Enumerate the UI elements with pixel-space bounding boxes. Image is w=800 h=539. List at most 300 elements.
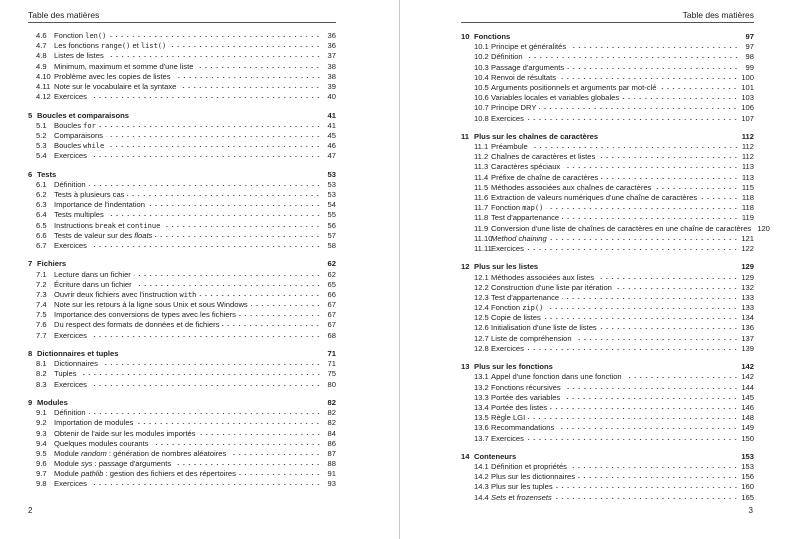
chapter-title: Plus sur les listes	[474, 262, 539, 272]
section-entry[interactable]	[461, 142, 754, 152]
dot-leader	[563, 394, 738, 400]
section-entry[interactable]	[461, 114, 754, 124]
section-title	[491, 244, 524, 254]
section-title	[54, 231, 152, 241]
section-entry[interactable]	[28, 418, 336, 428]
section-title	[491, 273, 594, 283]
section-entry[interactable]	[461, 73, 754, 83]
text: Test d'appartenance	[491, 213, 560, 223]
text: Variables locales et variables globales	[491, 93, 620, 103]
section-entry[interactable]	[28, 331, 336, 341]
section-number: 10.2	[474, 52, 489, 62]
chapter-number: 6	[28, 169, 33, 179]
section-page: 156	[741, 472, 754, 482]
section-entry[interactable]	[461, 423, 754, 433]
section-title	[54, 469, 236, 479]
section-title	[491, 462, 567, 472]
toc-list	[461, 32, 770, 503]
section-page: 139	[741, 343, 754, 353]
section-page: 46	[327, 141, 336, 151]
section-number: 6.1	[36, 179, 47, 189]
text: Méthodes associées aux listes	[491, 272, 594, 282]
dot-leader	[527, 115, 738, 121]
text: Les fonctions	[54, 41, 101, 51]
text: Exercices	[54, 379, 87, 389]
section-page: 84	[327, 428, 336, 438]
section-page: 107	[741, 113, 754, 123]
text: Note sur les retours à la ligne sous Unix et sous Windows	[54, 300, 248, 310]
text: Fonction	[491, 203, 523, 213]
chapter-number: 8	[28, 349, 33, 358]
toc-chapter	[28, 170, 336, 252]
section-entry[interactable]	[28, 300, 336, 310]
section-title	[54, 439, 149, 449]
dot-leader	[222, 321, 321, 327]
section-entry[interactable]	[28, 31, 336, 41]
section-entry[interactable]	[461, 344, 754, 354]
section-entry[interactable]	[461, 413, 754, 423]
section-number: 10.7	[474, 103, 489, 113]
section-title	[54, 290, 196, 300]
section-title	[54, 51, 104, 61]
text: Définition	[54, 408, 86, 418]
section-number: 13.1	[474, 372, 489, 382]
text: Tests à plusieurs cas	[54, 190, 125, 199]
section-title	[54, 241, 87, 251]
chapter-entry[interactable]	[28, 111, 336, 121]
section-page: 65	[327, 279, 336, 289]
section-entry[interactable]	[28, 131, 336, 141]
chapter-entry[interactable]	[28, 398, 336, 408]
section-entry[interactable]	[28, 41, 336, 51]
dot-leader	[90, 152, 321, 158]
section-page: 38	[327, 61, 336, 71]
text: et	[130, 41, 141, 51]
section-entry[interactable]	[461, 334, 754, 344]
chapter-number: 11	[461, 131, 470, 141]
section-number: 6.4	[36, 210, 47, 220]
section-title	[491, 293, 559, 303]
section-entry[interactable]	[461, 293, 754, 303]
section-page: 121	[741, 233, 754, 243]
text: Exercices	[54, 479, 87, 489]
dot-leader	[135, 281, 321, 287]
section-title	[491, 283, 612, 293]
section-entry[interactable]	[28, 359, 336, 369]
section-number: 4.9	[36, 61, 47, 71]
dot-leader	[196, 63, 321, 69]
section-title	[491, 383, 561, 393]
section-page: 160	[741, 482, 754, 492]
section-entry[interactable]	[28, 380, 336, 390]
section-entry[interactable]	[461, 372, 754, 382]
text: Portée des listes	[491, 402, 548, 412]
section-title	[491, 162, 560, 172]
dot-leader	[562, 294, 738, 300]
text: Exercices	[54, 240, 87, 250]
text: Dictionnaires	[54, 359, 98, 369]
section-page: 67	[327, 300, 336, 310]
chapter-entry[interactable]	[28, 259, 336, 269]
section-page: 87	[327, 448, 336, 458]
chapter-entry[interactable]	[28, 349, 336, 359]
section-entry[interactable]	[28, 51, 336, 61]
section-page: 53	[327, 190, 336, 199]
dot-leader	[251, 301, 321, 307]
section-entry[interactable]	[28, 151, 336, 161]
section-page: 41	[327, 120, 336, 130]
code-text: zip()	[522, 304, 544, 313]
text: Exercices	[491, 113, 524, 123]
spacer	[132, 112, 321, 118]
section-entry[interactable]	[28, 320, 336, 330]
text: Méthodes associées aux chaînes de caractères	[491, 182, 652, 192]
section-title	[54, 200, 145, 210]
section-number: 12.2	[474, 282, 489, 292]
section-entry[interactable]	[461, 383, 754, 393]
section-entry[interactable]	[461, 234, 754, 244]
section-title	[491, 434, 524, 444]
section-entry[interactable]	[461, 42, 754, 52]
dot-leader	[546, 204, 739, 210]
section-number: 8.1	[36, 359, 47, 369]
section-page: 100	[741, 72, 754, 82]
section-entry[interactable]	[461, 63, 754, 73]
toc-list	[28, 31, 336, 490]
dot-leader	[89, 409, 321, 415]
section-entry[interactable]	[28, 210, 336, 220]
section-entry[interactable]	[461, 83, 754, 93]
section-page: 91	[327, 469, 336, 479]
section-title	[491, 114, 524, 124]
text: Importation de modules	[54, 418, 134, 428]
section-title	[491, 234, 547, 244]
section-entry[interactable]	[461, 313, 754, 323]
dot-leader	[564, 384, 739, 390]
section-entry[interactable]	[28, 190, 336, 200]
chapter-page: 71	[327, 349, 336, 358]
dot-leader	[546, 304, 738, 310]
section-entry[interactable]	[461, 193, 754, 203]
section-title	[491, 493, 552, 503]
section-entry[interactable]	[28, 180, 336, 190]
section-title	[54, 359, 98, 369]
spacer	[541, 263, 738, 269]
section-number: 6.3	[36, 200, 47, 210]
toc-chapter	[461, 452, 754, 503]
section-entry[interactable]	[461, 493, 754, 503]
section-title	[54, 131, 103, 141]
right-page	[400, 0, 800, 539]
chapter-entry[interactable]	[461, 32, 754, 42]
section-page: 38	[327, 71, 336, 81]
text: Fonction	[54, 31, 86, 40]
section-entry[interactable]	[461, 472, 754, 482]
section-page: 150	[741, 433, 754, 443]
section-title	[54, 310, 236, 320]
section-page: 112	[741, 142, 754, 152]
dot-leader	[597, 274, 738, 280]
toc-chapter	[28, 349, 336, 390]
text: Comparaisons	[54, 130, 103, 140]
section-page: 36	[327, 31, 336, 40]
section-entry[interactable]	[461, 103, 754, 113]
section-entry[interactable]	[28, 221, 336, 231]
section-entry[interactable]	[461, 482, 754, 492]
section-page: 67	[327, 310, 336, 320]
chapter-title: Fichiers	[37, 259, 67, 269]
section-entry[interactable]	[461, 223, 770, 234]
section-title	[491, 63, 564, 73]
section-entry[interactable]	[28, 479, 336, 489]
section-page: 137	[741, 333, 754, 343]
section-entry[interactable]	[28, 439, 336, 449]
dot-leader	[625, 373, 739, 379]
text: Fonction	[491, 303, 523, 313]
section-page: 80	[327, 379, 336, 389]
section-page: 146	[741, 402, 754, 412]
section-number: 4.6	[36, 31, 47, 40]
section-number: 5.4	[36, 151, 47, 161]
section-entry[interactable]	[28, 459, 336, 469]
section-number: 12.6	[474, 323, 489, 333]
section-page: 39	[327, 81, 336, 91]
section-entry[interactable]	[461, 244, 754, 254]
section-entry[interactable]	[28, 449, 336, 459]
section-entry[interactable]	[28, 270, 336, 280]
page-number: 2	[28, 506, 33, 515]
section-page: 113	[741, 162, 754, 172]
section-title	[54, 41, 166, 51]
section-entry[interactable]	[461, 93, 754, 103]
text: Plus sur les dictionnaires	[491, 472, 575, 482]
section-page: 115	[741, 182, 754, 192]
section-title	[491, 213, 559, 223]
section-entry[interactable]	[461, 303, 754, 313]
section-number: 11.8	[474, 213, 489, 223]
section-title	[491, 313, 541, 323]
section-entry[interactable]	[461, 323, 754, 333]
section-entry[interactable]	[28, 241, 336, 251]
text: Caractères spéciaux	[491, 162, 561, 172]
section-number: 4.10	[36, 71, 51, 81]
chapter-entry[interactable]	[461, 452, 754, 462]
text: Exercices	[54, 330, 87, 340]
section-page: 132	[741, 282, 754, 292]
section-title	[54, 270, 131, 280]
chapter-page: 153	[741, 451, 754, 461]
section-number: 9.6	[36, 459, 47, 469]
text: Préfixe de chaîne de caractères	[491, 172, 599, 182]
section-entry[interactable]	[461, 213, 754, 223]
section-title	[491, 52, 523, 62]
section-number: 5.3	[36, 141, 47, 151]
dot-leader	[148, 201, 321, 207]
chapter-title: Dictionnaires et tuples	[37, 349, 119, 358]
section-number: 12.3	[474, 292, 489, 302]
section-title	[54, 449, 226, 459]
section-title	[491, 42, 566, 52]
section-entry[interactable]	[28, 62, 336, 72]
section-number: 11.10	[474, 233, 493, 243]
section-number: 6.6	[36, 230, 47, 240]
section-entry[interactable]	[28, 280, 336, 290]
section-number: 13.7	[474, 433, 489, 443]
section-number: 13.2	[474, 382, 489, 392]
dot-leader	[163, 222, 321, 228]
section-entry[interactable]	[461, 203, 754, 213]
text: Arguments positionnels et arguments par mot-clé	[491, 82, 657, 92]
section-title	[491, 152, 595, 162]
section-entry[interactable]	[461, 393, 754, 403]
text: Écriture dans un fichier	[54, 279, 132, 289]
section-number: 8.2	[36, 369, 47, 379]
section-entry[interactable]	[28, 200, 336, 210]
section-number: 11.2	[474, 152, 489, 162]
section-entry[interactable]	[461, 462, 754, 472]
section-page: 129	[741, 272, 754, 282]
running-header: Table des matières	[28, 10, 100, 20]
section-number: 11.11	[474, 243, 492, 253]
code-text: with	[179, 290, 197, 299]
section-number: 6.5	[36, 220, 47, 230]
section-page: 103	[741, 93, 754, 103]
section-page: 118	[741, 203, 754, 213]
section-entry[interactable]	[461, 283, 754, 293]
section-entry[interactable]	[28, 469, 336, 479]
section-number: 13.4	[474, 402, 489, 412]
section-title	[54, 369, 77, 379]
section-page: 67	[327, 320, 336, 330]
dot-leader	[570, 463, 738, 469]
italic-text: Sets	[491, 492, 507, 502]
dot-leader	[239, 311, 321, 317]
section-entry[interactable]	[28, 429, 336, 439]
dot-leader	[107, 211, 321, 217]
section-title	[491, 403, 547, 413]
section-entry[interactable]	[28, 121, 336, 131]
text: Obtenir de l'aide sur les modules importés	[54, 428, 196, 438]
chapter-number: 10	[461, 32, 470, 41]
section-entry[interactable]	[28, 92, 336, 102]
chapter-entry[interactable]	[28, 170, 336, 180]
text: Importance des conversions de types avec les fichiers	[54, 310, 236, 320]
section-number: 9.3	[36, 428, 47, 438]
section-entry[interactable]	[28, 310, 336, 320]
section-number: 11.4	[474, 172, 489, 182]
section-page: 136	[741, 323, 754, 333]
section-number: 11.7	[474, 203, 489, 213]
section-title	[54, 380, 87, 390]
section-entry[interactable]	[28, 82, 336, 92]
chapter-page: 53	[327, 169, 336, 179]
code-text: list()	[140, 42, 167, 51]
section-page: 101	[741, 82, 754, 92]
section-number: 7.3	[36, 289, 47, 299]
section-number: 13.5	[474, 413, 489, 423]
italic-text: pathlib	[81, 469, 104, 479]
chapter-entry[interactable]	[461, 132, 754, 142]
section-entry[interactable]	[461, 183, 754, 193]
header-rule	[28, 22, 336, 23]
section-entry[interactable]	[461, 403, 754, 413]
chapter-title: Modules	[37, 397, 68, 407]
text: et	[506, 492, 517, 502]
section-page: 37	[327, 51, 336, 61]
text: Plus sur les tuples	[491, 482, 553, 492]
chapter-entry[interactable]	[461, 362, 754, 372]
section-title	[54, 151, 87, 161]
text: Conversion d'une liste de chaînes de caractères en une chaîne de caractères	[491, 223, 752, 233]
text: Appel d'une fonction dans une fonction	[491, 372, 622, 382]
code-text: for	[83, 121, 96, 130]
toc-chapter	[28, 259, 336, 341]
section-entry[interactable]	[461, 434, 754, 444]
code-text: len()	[85, 32, 107, 40]
section-entry[interactable]	[461, 162, 754, 172]
section-title	[54, 408, 86, 418]
dot-leader	[567, 64, 739, 70]
section-entry[interactable]	[28, 290, 336, 300]
section-page: 99	[745, 62, 754, 72]
dot-leader	[101, 360, 321, 366]
section-entry[interactable]	[28, 369, 336, 379]
chapter-entry[interactable]	[461, 262, 754, 272]
dot-leader	[89, 181, 321, 187]
section-page: 112	[741, 152, 754, 162]
section-title	[54, 62, 193, 72]
section-entry[interactable]	[461, 273, 754, 283]
section-page: 68	[327, 330, 336, 340]
section-page: 119	[741, 213, 754, 223]
text: Module	[54, 448, 82, 458]
chapter-page: 82	[327, 397, 336, 407]
section-title	[54, 180, 86, 190]
section-entry[interactable]	[28, 72, 336, 82]
section-page: 145	[741, 392, 754, 402]
section-entry[interactable]	[461, 173, 754, 183]
dot-leader	[527, 245, 738, 251]
section-title	[54, 221, 160, 231]
dot-leader	[569, 43, 739, 49]
section-entry[interactable]	[461, 52, 754, 62]
section-entry[interactable]	[28, 141, 336, 151]
dot-leader	[152, 440, 321, 446]
section-number: 10.6	[474, 93, 489, 103]
text: Problème avec les copies de listes	[54, 71, 171, 81]
dot-leader	[229, 450, 321, 456]
section-page: 82	[327, 408, 336, 418]
dot-leader	[654, 184, 738, 190]
section-entry[interactable]	[28, 231, 336, 241]
text: Boucles	[54, 141, 84, 151]
section-entry[interactable]	[28, 408, 336, 418]
dot-leader	[600, 324, 739, 330]
text: : passage d'arguments	[92, 459, 172, 469]
section-number: 11.1	[474, 142, 489, 152]
dot-leader	[107, 142, 321, 148]
section-number: 4.7	[36, 41, 47, 51]
dot-leader	[562, 214, 739, 220]
section-title	[491, 93, 619, 103]
section-entry[interactable]	[461, 152, 754, 162]
section-number: 7.6	[36, 320, 47, 330]
italic-text: random	[81, 448, 107, 458]
text: Définition	[54, 179, 86, 189]
section-title	[491, 334, 572, 344]
dot-leader	[109, 32, 321, 38]
section-title	[491, 83, 656, 93]
